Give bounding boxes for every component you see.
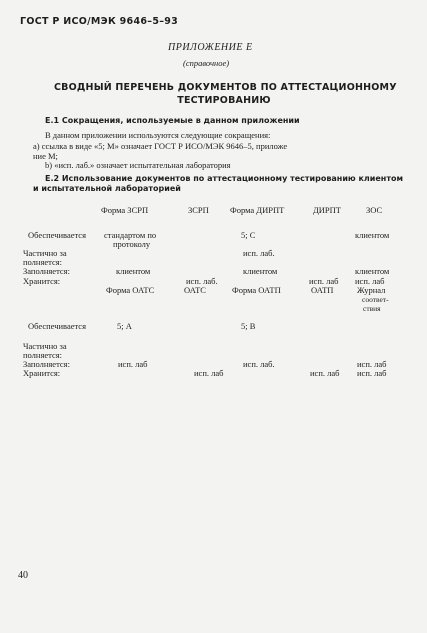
- row-label-filled: Заполняется:: [23, 266, 70, 276]
- document-title-line1: СВОДНЫЙ ПЕРЕЧЕНЬ ДОКУМЕНТОВ ПО АТТЕСТАЦИОННОМУ: [54, 82, 397, 93]
- row-label-stored: Хранится:: [23, 276, 61, 286]
- t2-row-label-partial-line1: Частично за: [23, 341, 67, 351]
- t2-stored-c5: исп. лаб: [357, 368, 387, 378]
- t1-partial-c3: исп. лаб.: [243, 248, 275, 258]
- t2-filled-c5: исп. лаб: [357, 359, 387, 369]
- section-e1-item-a-line1: а) ссылка в виде «5; М» означает ГОСТ Р ИСО/МЭК 9646–5, приложе: [33, 141, 288, 151]
- appendix-subtitle: (справочное): [183, 58, 230, 68]
- section-e2-heading-line1: Е.2 Использование документов по аттестационному тестированию клиентом: [45, 174, 404, 183]
- t1-stored-c2-line1: исп. лаб.: [186, 276, 218, 286]
- appendix-title: ПРИЛОЖЕНИЕ Е: [168, 42, 253, 53]
- t1-filled-c3: клиентом: [243, 266, 278, 276]
- column-header-zos: ЗОС: [366, 205, 383, 215]
- t2-filled-c1: исп. лаб: [118, 359, 148, 369]
- row-label-partial-line2: полняется:: [23, 257, 63, 267]
- column-header-zsrp: ЗСРП: [188, 205, 209, 215]
- section-e1-intro: В данном приложении используются следующие сокращения:: [45, 130, 271, 140]
- t2-row-label-stored: Хранится:: [23, 368, 61, 378]
- t1-stored-c5-line1: исп. лаб: [355, 276, 385, 286]
- t1-stored-c5-line2: Журнал: [357, 285, 386, 295]
- t2-provided-c3: 5; В: [241, 321, 256, 331]
- t2-provided-c1: 5; А: [117, 321, 132, 331]
- t1-stored-c4-line1: исп. лаб: [309, 276, 339, 286]
- t1-provided-c3: 5; С: [241, 230, 256, 240]
- t1-stored-c5-line3: соответ-: [362, 295, 389, 304]
- column-header-form-zsrp: Форма ЗСРП: [101, 205, 149, 215]
- t1-provided-c1-line2: протоколу: [113, 239, 151, 249]
- t1-stored-c4-line2: ОАТП: [311, 285, 334, 295]
- column-header-form-dirpt: Форма ДИРПТ: [230, 205, 285, 215]
- t1-stored-c2-line2: ОАТС: [184, 285, 206, 295]
- t1-filled-c5: клиентом: [355, 266, 390, 276]
- column-header-dirpt: ДИРПТ: [313, 205, 341, 215]
- t1-provided-c1-line1: стандартом по: [104, 230, 157, 240]
- row-label-provided: Обеспечивается: [28, 230, 86, 240]
- t2-row-label-provided: Обеспечивается: [28, 321, 86, 331]
- t2-row-label-partial-line2: полняется:: [23, 350, 63, 360]
- section-e1-item-b: b) «исп. лаб.» означает испытательная лаборатория: [45, 160, 231, 170]
- t1-stored-c5-line4: ствия: [363, 304, 381, 313]
- t1-stored-c1: Форма ОАТС: [106, 285, 155, 295]
- document-title-line2: ТЕСТИРОВАНИЮ: [177, 95, 271, 106]
- section-e2-heading-line2: и испытательной лабораторией: [33, 184, 181, 193]
- standard-header: ГОСТ Р ИСО/МЭК 9646–5–93: [20, 16, 179, 27]
- t1-provided-c5: клиентом: [355, 230, 390, 240]
- page-number: 40: [18, 570, 28, 581]
- t2-row-label-filled: Заполняется:: [23, 359, 70, 369]
- section-e1-heading: Е.1 Сокращения, используемые в данном приложении: [45, 116, 300, 125]
- t1-filled-c1: клиентом: [116, 266, 151, 276]
- section-e1-item-a-line2: ние М;: [33, 151, 58, 161]
- t2-stored-c2: исп. лаб: [194, 368, 224, 378]
- t2-filled-c3: исп. лаб.: [243, 359, 275, 369]
- t2-stored-c4: исп. лаб: [310, 368, 340, 378]
- row-label-partial-line1: Частично за: [23, 248, 67, 258]
- t1-stored-c3: Форма ОАТП: [232, 285, 281, 295]
